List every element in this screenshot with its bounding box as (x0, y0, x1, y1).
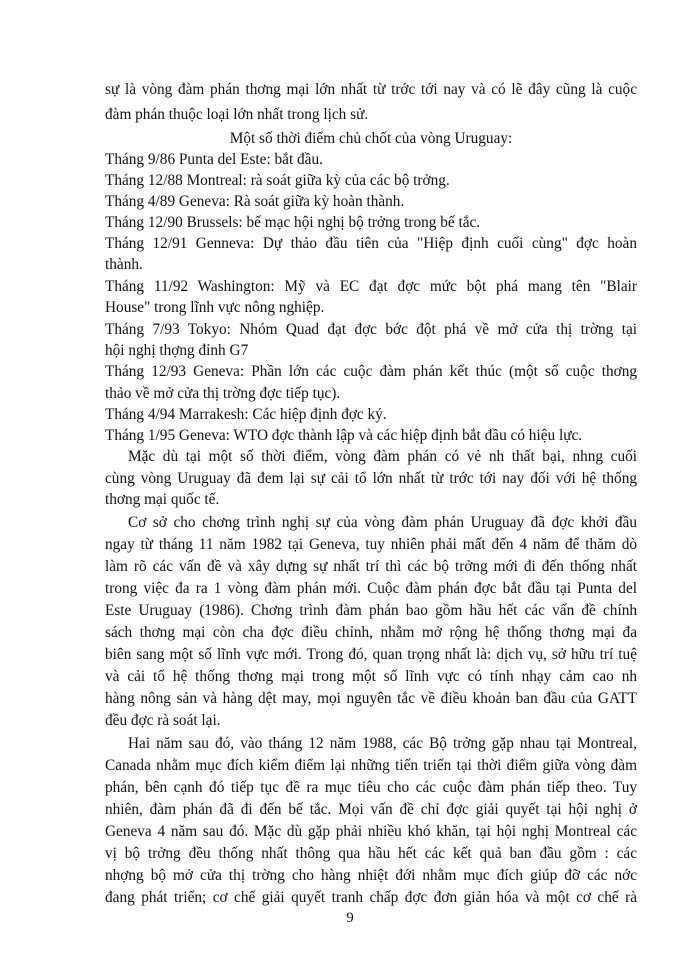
paragraph-line: ngay từ tháng 11 năm 1982 tại Geneva, tuy nhiên phải mất đến 4 năm để thăm dò (105, 536, 637, 553)
paragraph-line: cùng vòng Uruguay đã đem lại sự cải tổ lớn nhất từ trớc tới nay đối với hệ thống (105, 470, 637, 487)
text-line: sự là vòng đàm phán thơng mại lớn nhất từ trớc tới nay và có lẽ đây cũng là cuộc (105, 81, 637, 98)
paragraph-line: nhợng bộ mở cửa thị trờng cho hàng nhiệt đới nhằm mục đích giúp đỡ các nớc (105, 867, 637, 884)
timeline-entry: Tháng 12/93 Geneva: Phần lớn các cuộc đàm phán kết thúc (một số cuộc thơng (105, 363, 637, 380)
timeline-entry: Tháng 1/95 Geneva: WTO đợc thành lập và các hiệp định bắt đầu có hiệu lực. (105, 427, 583, 444)
paragraph-line: đang phát triển; cơ chế giải quyết tranh chấp đợc đơn giản hóa và một cơ chế rà (105, 889, 637, 906)
paragraph-line: trong việc đa ra 1 vòng đàm phán mới. Cuộc đàm phán đợc bắt đầu tại Punta del (105, 580, 637, 597)
timeline-entry: Tháng 4/89 Geneva: Rà soát giữa kỳ hoàn thành. (105, 193, 405, 210)
page-number: 9 (346, 910, 354, 926)
timeline-entry: Tháng 9/86 Punta del Este: bắt đầu. (105, 151, 323, 168)
paragraph-line: Geneva 4 năm sau đó. Mặc dù gặp phải nhiều khó khăn, tại hội nghị Montreal các (105, 823, 637, 840)
section-heading: Một số thời điểm chủ chốt của vòng Uruguay: (229, 130, 513, 147)
paragraph-line: hàng nông sản và hàng dệt may, mọi nguyên tắc về điều khoản ban đầu của GATT (105, 690, 637, 707)
paragraph-line: vị bộ trởng đều thống nhất thông qua hầu hết các kết quả ban đầu gồm : các (105, 845, 637, 862)
timeline-entry: thành. (105, 256, 143, 273)
timeline-entry: hội nghị thợng đỉnh G7 (105, 342, 249, 359)
paragraph-line: Canada nhằm mục đích kiểm điểm lại những tiến triển tại thời điểm giữa vòng đàm (105, 757, 637, 774)
paragraph-line: Este Uruguay (1986). Chơng trình đàm phán bao gồm hầu hết các vấn đề chính (105, 602, 637, 619)
timeline-entry: Tháng 12/90 Brussels: bế mạc hội nghị bộ trởng trong bế tắc. (105, 214, 481, 231)
paragraph-line: Hai năm sau đó, vào tháng 12 năm 1988, các Bộ trởng gặp nhau tại Montreal, (128, 735, 637, 752)
timeline-entry: Tháng 12/88 Montreal: rà soát giữa kỳ của các bộ trởng. (105, 172, 450, 189)
paragraph-line: biên sang một số lĩnh vực mới. Trong đó, quan trọng nhất là: dịch vụ, sở hữu trí tuệ (105, 646, 637, 663)
timeline-entry: Tháng 4/94 Marrakesh: Các hiệp định đợc ký. (105, 406, 387, 423)
paragraph-line: và cải tổ hệ thống thơng mại trong một số lĩnh vực có tính nhạy cảm cao nh (105, 668, 637, 685)
timeline-entry: Tháng 7/93 Tokyo: Nhóm Quad đạt đợc bớc đột phá về mở cửa thị trờng tại (105, 321, 637, 338)
timeline-entry: thảo về mở cửa thị trờng đợc tiếp tục). (105, 385, 341, 402)
text-line: đàm phán thuộc loại lớn nhất trong lịch sử. (105, 106, 369, 123)
paragraph-line: làm rõ các vấn đề và xây dựng sự nhất trí thì các bộ trởng mới đi đến thống nhất (105, 558, 637, 575)
paragraph-line: Mặc dù tại một số thời điểm, vòng đàm phán có vẻ nh thất bại, nhng cuối (128, 448, 637, 465)
paragraph-line: Cơ sở cho chơng trình nghị sự của vòng đàm phán Uruguay đã đợc khởi đầu (128, 514, 637, 531)
timeline-entry: Tháng 12/91 Genneva: Dự thảo đầu tiên của "Hiệp định cuối cùng" đợc hoàn (105, 235, 637, 252)
paragraph-line: phán, bên cạnh đó tiếp tục đề ra mục tiêu cho các cuộc đàm phán tiếp theo. Tuy (105, 779, 637, 796)
timeline-entry: Tháng 11/92 Washington: Mỹ và EC đạt đợc mức bột phá mang tên "Blair (105, 278, 637, 295)
paragraph-line: thơng mại quốc tế. (105, 491, 220, 508)
paragraph-line: đều đợc rà soát lại. (105, 712, 221, 729)
timeline-entry: House" trong lĩnh vực nông nghiệp. (105, 299, 325, 316)
paragraph-line: nhiên, đàm phán đã đi đến bế tắc. Mọi vấn đề chỉ đợc giải quyết tại hội nghị ở (105, 801, 637, 818)
paragraph-line: sách thơng mại còn cha đợc điều chỉnh, nhằm mở rộng hệ thống thơng mại đa (105, 624, 637, 641)
